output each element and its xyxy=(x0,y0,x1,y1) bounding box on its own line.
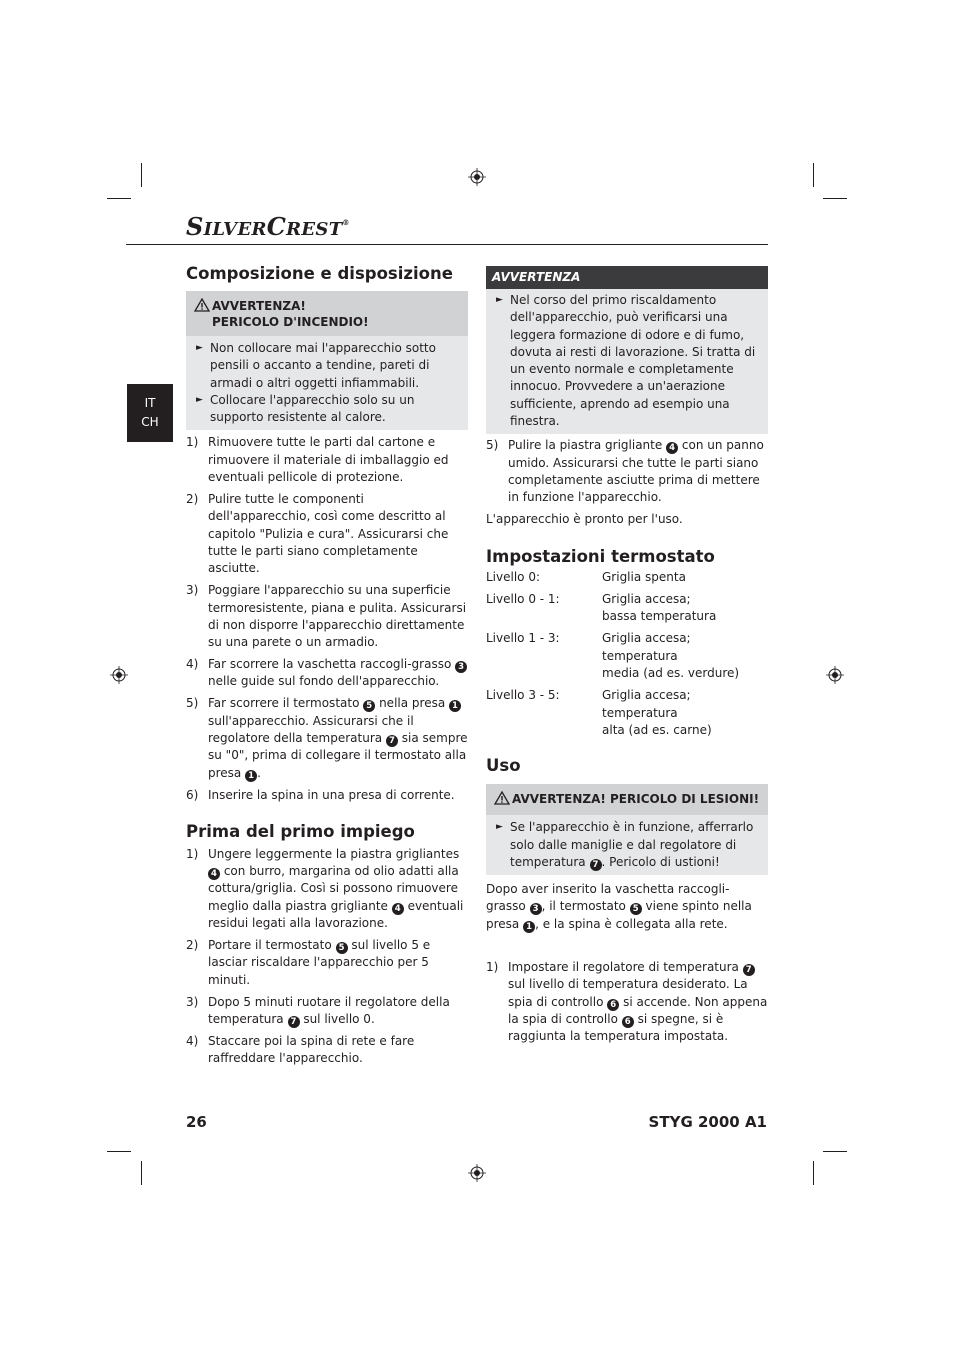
registration-mark-icon xyxy=(826,666,844,684)
injury-warning-box: AVVERTENZA! PERICOLO DI LESIONI! ► Se l'apparecchio è in funzione, afferrarlo solo dalle maniglie e dal regolatore di temperatura 7 . Pericolo di ustioni! xyxy=(486,784,768,875)
part-number-icon: 5 xyxy=(336,942,348,954)
bullet-arrow-icon: ► xyxy=(196,343,203,353)
step-item: 4) Far scorrere la vaschetta raccogli-grasso 3 nelle guide sul fondo dell'apparecchio. xyxy=(186,656,468,691)
crop-mark xyxy=(107,1151,131,1152)
part-number-icon: 5 xyxy=(630,903,642,915)
brand-logo: SILVERCREST® xyxy=(186,212,350,241)
model-number: STYG 2000 A1 xyxy=(648,1113,767,1131)
crop-mark xyxy=(141,1161,142,1185)
thermostat-row: Livello 0 - 1: Griglia accesa; bassa temperatura xyxy=(486,591,717,624)
list-item: ► Non collocare mai l'apparecchio sotto pensili o accanto a tendine, pareti di armadi o altri oggetti infiammabili. xyxy=(192,340,462,392)
thermostat-row: Livello 3 - 5: Griglia accesa; temperatura alta (ad es. carne) xyxy=(486,688,712,737)
part-number-icon: 3 xyxy=(530,903,542,915)
part-number-icon: 7 xyxy=(743,964,755,976)
notice-box xyxy=(486,266,768,434)
bullet-arrow-icon: ► xyxy=(496,822,503,833)
section-title: Uso xyxy=(486,756,521,776)
crop-mark xyxy=(107,198,131,199)
thermostat-table xyxy=(486,569,768,740)
step-item: 1) Impostare il regolatore di temperatura 7 sul livello di temperatura desiderato. La spia di controllo 6 si accende. Non appena la spia di controllo 6 si spegne, si è raggiunta la temperatura impostata. xyxy=(486,960,768,1044)
section-title: Prima del primo impiego xyxy=(186,821,415,841)
step-item: 3) Dopo 5 minuti ruotare il regolatore della temperatura 7 sul livello 0. xyxy=(186,994,450,1027)
part-number-icon: 4 xyxy=(392,903,404,915)
list-item: ► Se l'apparecchio è in funzione, afferrarlo solo dalle maniglie e dal regolatore di temperatura 7 . Pericolo di ustioni! xyxy=(492,819,762,871)
part-number-icon: 4 xyxy=(208,868,220,880)
part-number-icon: 1 xyxy=(449,700,461,712)
ready-text: L'apparecchio è pronto per l'uso. xyxy=(486,512,683,527)
section-title: Composizione e disposizione xyxy=(186,264,453,283)
thermostat-row: Livello 0: Griglia spenta xyxy=(486,569,686,584)
step-item: 2) Portare il termostato 5 sul livello 5 e lasciar riscaldare l'apparecchio per 5 minuti. xyxy=(186,938,431,987)
part-number-icon: 3 xyxy=(455,661,467,673)
bullet-arrow-icon: ► xyxy=(196,394,203,405)
page-number: 26 xyxy=(186,1113,207,1131)
bullet-arrow-icon: ► xyxy=(496,295,503,305)
part-number-icon: 7 xyxy=(288,1016,300,1028)
crop-mark xyxy=(141,163,142,187)
right-column xyxy=(486,266,768,1050)
step-item: 4) Staccare poi la spina di rete e fare raffreddare l'apparecchio. xyxy=(186,1033,415,1066)
part-number-icon: 7 xyxy=(386,735,398,747)
part-number-icon: 5 xyxy=(363,700,375,712)
usage-paragraph: Dopo aver inserito la vaschetta raccogli-grasso 3 , il termostato 5 viene spinto nella presa 1 , e la spina è collegata alla rete. xyxy=(486,882,752,932)
step-item: 3) Poggiare l'apparecchio su una superficie termoresistente, piana e pulita. Assicurarsi di non disporre l'apparecchio direttamente su una parete o un armadio. xyxy=(186,583,467,650)
crop-mark xyxy=(823,198,847,199)
registration-mark-icon xyxy=(468,168,486,186)
setup-steps xyxy=(186,434,468,803)
step-item: 6) Inserire la spina in una presa di corrente. xyxy=(186,787,455,802)
first-use-steps xyxy=(186,846,468,1068)
part-number-icon: 1 xyxy=(245,770,257,782)
crop-mark xyxy=(813,163,814,187)
list-item: ► Collocare l'apparecchio solo su un supporto resistente al calore. xyxy=(192,392,462,427)
part-number-icon: 6 xyxy=(622,1016,634,1028)
part-number-icon: 1 xyxy=(523,921,535,933)
list-item: ► Nel corso del primo riscaldamento dell'apparecchio, può verificarsi una leggera formazione di odore e di fumo, dovuta ai resti di lavorazione. Si tratta di un evento normale e completamente innocuo. Provvedere a un'aerazione sufficiente, aprendo ad esempio una finestra. xyxy=(492,292,762,430)
registration-mark-icon xyxy=(468,1164,486,1182)
part-number-icon: 7 xyxy=(590,859,602,871)
crop-mark xyxy=(813,1161,814,1185)
fire-warning-box: AVVERTENZA! PERICOLO D'INCENDIO! ► Non collocare mai l'apparecchio sotto pensili o accanto a tendine, pareti di armadi o altri oggetti infiammabili. ► Collocare l'apparecchio solo su un supporto resistente al calore. xyxy=(186,291,468,430)
warning-triangle-icon xyxy=(494,791,512,809)
section-title: Impostazioni termostato xyxy=(486,546,715,566)
header-rule xyxy=(126,244,768,245)
crop-mark xyxy=(823,1151,847,1152)
warning-triangle-icon xyxy=(194,298,212,330)
notice-heading: AVVERTENZA xyxy=(486,266,768,289)
step-item: 1) Rimuovere tutte le parti dal cartone e rimuovere il materiale di imballaggio ed eventuali pellicole di protezione. xyxy=(186,435,449,485)
language-tab: IT CH xyxy=(127,384,173,442)
thermostat-row: Livello 1 - 3: Griglia accesa; temperatura media (ad es. verdure) xyxy=(486,631,740,681)
step-item: 1) Ungere leggermente la piastra grigliantes 4 con burro, margarina od olio adatti alla cottura/griglia. Così si possono rimuovere meglio dalla piastra grigliante 4 eventuali residui legati alla lavorazione. xyxy=(186,846,464,931)
left-column xyxy=(186,262,468,1072)
step-item: 5) Far scorrere il termostato 5 nella presa 1 sull'apparecchio. Assicurarsi che il regolatore della temperatura 7 sia sempre su "0", prima di collegare il termostato alla presa 1 . xyxy=(186,696,468,781)
part-number-icon: 4 xyxy=(666,442,678,454)
registration-mark-icon xyxy=(110,666,128,684)
step-item: 2) Pulire tutte le componenti dell'apparecchio, così come descritto al capitolo "Pulizia e cura". Assicurarsi che tutte le parti siano completamente asciutte. xyxy=(186,492,449,576)
part-number-icon: 6 xyxy=(607,999,619,1011)
step-item: 5) Pulire la piastra grigliante 4 con un panno umido. Assicurarsi che tutte le parti siano completamente asciutte prima di mettere in funzione l'apparecchio. xyxy=(486,438,764,505)
